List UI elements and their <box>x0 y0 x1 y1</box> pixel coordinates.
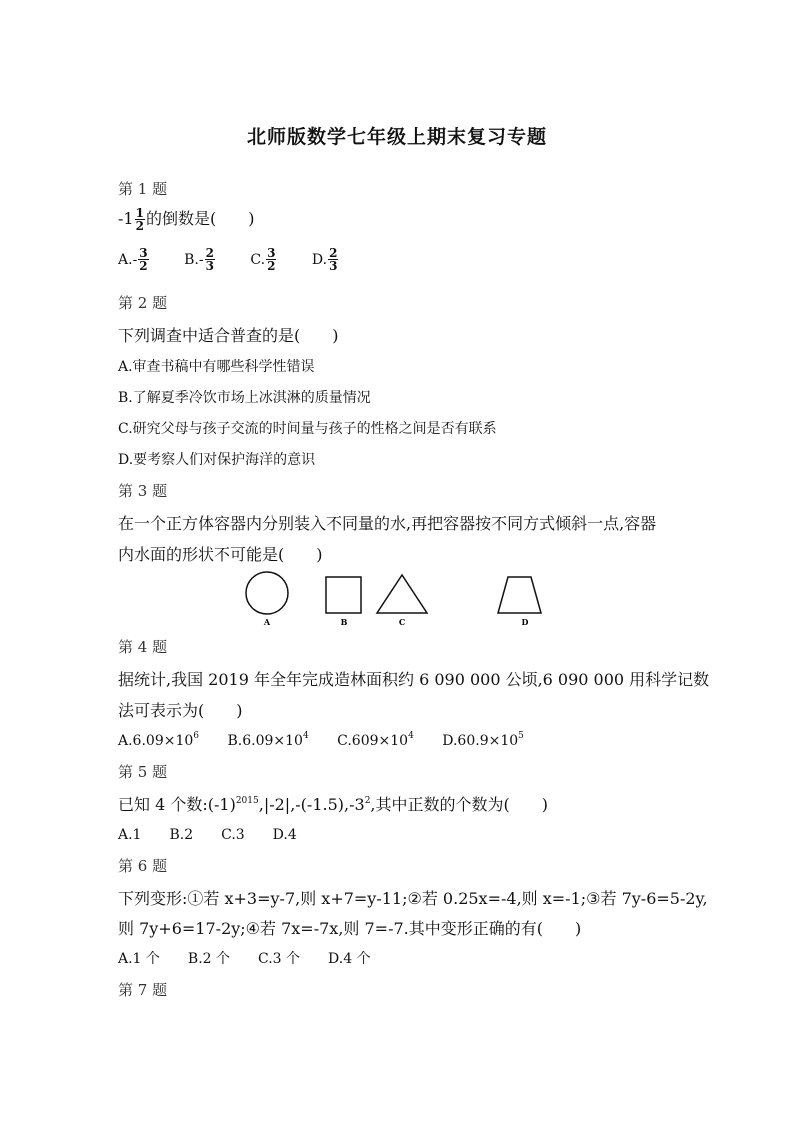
q5-stem-part-b: ,|-2|,-(-1.5),-3 <box>258 795 365 814</box>
q3-stem-line2: 内水面的形状不可能是( ) <box>118 545 323 564</box>
q7-header: 第 7 题 <box>118 981 168 999</box>
q1-option-b-sign: - <box>198 251 204 268</box>
q1-option-d <box>311 246 340 273</box>
q1-stem <box>118 206 254 232</box>
q4-option-b-exponent: 4 <box>302 731 309 741</box>
q1-option-c-label: C. <box>250 251 266 268</box>
page-title: 北师版数学七年级上期末复习专题 <box>246 126 547 148</box>
q5-header: 第 5 题 <box>118 763 168 781</box>
shape-label-c: C <box>398 617 406 627</box>
q5-stem-part-a: 已知 4 个数:(-1) <box>118 795 236 814</box>
triangle-shape <box>377 575 427 613</box>
q1-option-a <box>118 246 150 273</box>
q4-stem-line2: 法可表示为( ) <box>118 701 243 720</box>
q4-option-c <box>337 733 414 749</box>
q2-option-b: B.了解夏季冷饮市场上冰淇淋的质量情况 <box>118 390 371 406</box>
q1-stem-frac-numerator: 1 <box>135 206 144 220</box>
circle-shape <box>246 572 288 614</box>
q1-option-d-numerator: 2 <box>329 246 338 260</box>
q1-stem-prefix: -1 <box>118 209 134 228</box>
q1-option-b-label: B. <box>184 251 199 268</box>
q4-stem-line1: 据统计,我国 2019 年全年完成造林面积约 6 090 000 公顷,6 090 000 用科学记数 <box>118 670 710 689</box>
q5-stem <box>118 792 548 815</box>
q4-options <box>118 731 524 749</box>
shape-label-a: A <box>263 617 271 627</box>
q4-option-d-text: D.60.9×10 <box>442 733 519 749</box>
q1-option-c-fraction <box>266 247 276 272</box>
q4-option-a-text: A.6.09×10 <box>118 733 194 749</box>
q3-shapes-svg <box>238 568 558 630</box>
q5-stem-exponent-2: 2 <box>364 796 371 806</box>
q2-option-c: C.研究父母与孩子交流的时间量与孩子的性格之间是否有联系 <box>118 421 497 437</box>
q6-stem-line2: 则 7y+6=17-2y;④若 7x=-7x,则 7=-7.其中变形正确的有( ) <box>118 919 582 938</box>
q4-option-b <box>227 733 308 749</box>
q1-option-d-denominator: 3 <box>329 259 338 273</box>
q1-option-c-denominator: 2 <box>267 259 276 273</box>
q6-options: A.1 个 B.2 个 C.3 个 D.4 个 <box>118 951 371 967</box>
q2-option-d: D.要考察人们对保护海洋的意识 <box>118 452 316 468</box>
q3-shape-figure <box>238 568 558 634</box>
q1-option-b <box>184 246 216 273</box>
shape-label-b: B <box>340 617 348 627</box>
q1-option-b-denominator: 3 <box>205 259 214 273</box>
q1-option-a-denominator: 2 <box>139 259 148 273</box>
q1-option-d-label: D. <box>311 251 328 268</box>
q2-stem: 下列调查中适合普查的是( ) <box>118 326 339 345</box>
q4-option-c-text: C.609×10 <box>337 733 409 749</box>
trapezoid-shape <box>498 577 541 613</box>
q1-option-a-fraction <box>138 247 148 272</box>
q1-option-a-numerator: 3 <box>139 246 148 260</box>
q4-option-d <box>442 733 524 749</box>
q1-stem-suffix: 的倒数是( ) <box>145 209 255 228</box>
q1-option-b-fraction <box>205 247 215 272</box>
square-shape <box>326 577 361 613</box>
q6-stem-line1: 下列变形:①若 x+3=y-7,则 x+7=y-11;②若 0.25x=-4,则 x=-1;③若 7y-6=5-2y, <box>118 889 708 908</box>
q1-options <box>118 247 339 272</box>
q1-option-c <box>250 246 277 273</box>
q4-option-c-exponent: 4 <box>408 731 414 741</box>
q1-option-a-label: A. <box>118 251 133 268</box>
q3-header: 第 3 题 <box>118 482 168 500</box>
q2-option-a: A.审查书稿中有哪些科学性错误 <box>118 359 315 375</box>
q1-header: 第 1 题 <box>118 180 168 198</box>
q2-header: 第 2 题 <box>118 294 168 312</box>
q1-option-d-fraction <box>328 247 338 272</box>
q5-options: A.1 B.2 C.3 D.4 <box>118 827 297 843</box>
q1-stem-fraction <box>135 207 145 232</box>
q1-stem-frac-denominator: 2 <box>135 219 144 233</box>
q1-option-b-numerator: 2 <box>205 246 214 260</box>
q5-stem-part-c: ,其中正数的个数为( ) <box>370 795 548 814</box>
q5-stem-exponent-1: 2015 <box>235 796 259 806</box>
q4-option-d-exponent: 5 <box>518 731 524 741</box>
q4-option-b-text: B.6.09×10 <box>227 733 303 749</box>
q6-header: 第 6 题 <box>118 857 168 875</box>
q1-option-c-numerator: 3 <box>267 246 276 260</box>
q1-option-a-sign: - <box>132 251 138 268</box>
shape-label-d: D <box>521 617 529 627</box>
q4-option-a-exponent: 6 <box>193 731 200 741</box>
q4-header: 第 4 题 <box>118 638 168 656</box>
q4-option-a <box>118 733 199 749</box>
q3-stem-line1: 在一个正方体容器内分别装入不同量的水,再把容器按不同方式倾斜一点,容器 <box>118 514 657 533</box>
